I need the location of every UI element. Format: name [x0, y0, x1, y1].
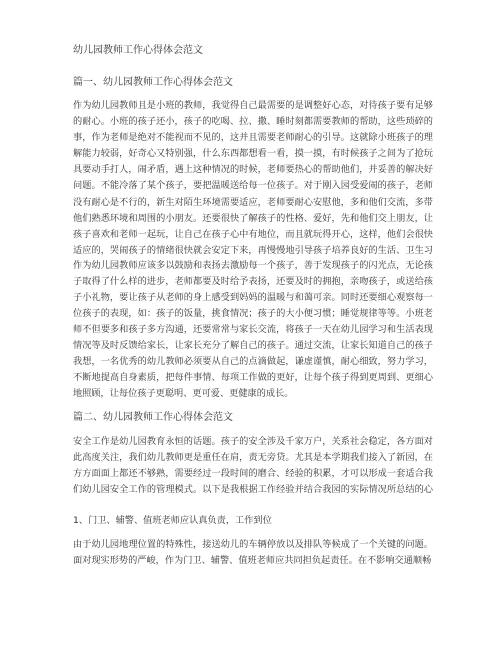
section-2-paragraph-1: 安全工作是幼儿园教育永恒的话题。孩子的安全涉及千家万户，关系社会稳定，各方面对此高度关注，我们幼儿教师更是重任在肩，责无旁贷。尤其是本学期我们接入了新园，在方方面面上都还不够熟，需要经过一段时间的磨合、经验的积累，才可以形成一套适合我们幼儿园安全工作的管理模式。以下是我根据工作经验并结合我园的实际情况所总结的心: [73, 436, 433, 496]
section-1-paragraph-3: 我想，一名优秀的幼儿教师必须要从自己的点滴做起，谦虚谨慎，耐心细致，努力学习，不断地提高自身素质，把每件事情、每项工作做的更好，让每个孩子得到更周到、更细心地照顾，让每位孩子更聪明、更可爱、更健康的成长。: [73, 356, 433, 400]
section-1-paragraph-2: 作为幼儿园教师应该多以鼓励和表扬去激励每一个孩子，善于发现孩子的闪光点，无论孩子取得了什么样的进步，老师都要及时给予表扬，还要及时的拥抱，亲吻孩子，或送给孩子小礼物，要让孩子从老师的身上感受到妈妈的温暖与和蔼可亲。同时还要细心观察每一位孩子的表现，如：孩子的饭量，挑食情况；孩子的大小便习惯；睡觉规律等等。小班老师不但要多和孩子多方沟通，还要常常与家长交流，将孩子一天在幼儿园学习和生活表现情况等及时反馈给家长，让家长充分了解自己的孩子。通过交流，让家长知道自己的孩子: [73, 260, 433, 352]
section-1-paragraph-1: 作为幼儿园教师且是小班的教师，我觉得自己最需要的是调整好心态，对待孩子要有足够的耐心。小班的孩子还小，孩子的吃喝、拉、撒、睡时刻都需要教师的帮助，这些琐碎的事，作为老师是绝对不能视而不见的，这并且需要老师耐心的引导。这就除小班孩子的理解能力较弱，好奇心又特别强，什么东西都想看一看，摸一摸，有时候孩子之间为了抢玩具要动手打人，闹矛盾，遇上这种情况的时候，老师要热心的帮助他们，并妥善的解决好问题。不能冷落了某个孩子，要把温暖送给每一位孩子。对于刚入园受爱闹的孩子，老师没有耐心是不行的，新生对陌生环境需要适应，老师要耐心安慰他，多和他们交流，多带他们熟悉环境和周围的小朋友。还要很快了解孩子的性格、爱好，先和他们交上朋友，让孩子喜欢和老师一起玩，让自己在孩子心中有地位，而且就玩得开心，这样，他们会很快适应的，哭闹孩子的情绪很快就会安定下来，再慢慢地引导孩子培养良好的生活、卫生习: [73, 100, 433, 256]
section-heading-1: 篇一、幼儿园教师工作心得体会范文: [73, 77, 233, 88]
section-2-paragraph-2: 由于幼儿园地理位置的特殊性，接送幼儿的车辆停放以及排队等候成了一个关键的问题。面对现实形势的严峻，作为门卫、辅警、值班老师应共同担负起责任。在不影响交通顺畅: [73, 539, 433, 567]
section-2-list-item-1: 1、门卫、辅警、值班老师应认真负责，工作到位: [73, 515, 272, 526]
section-heading-2: 篇二、幼儿园教师工作心得体会范文: [73, 412, 233, 423]
document-title: 幼儿园教师工作心得体会范文: [73, 45, 203, 56]
